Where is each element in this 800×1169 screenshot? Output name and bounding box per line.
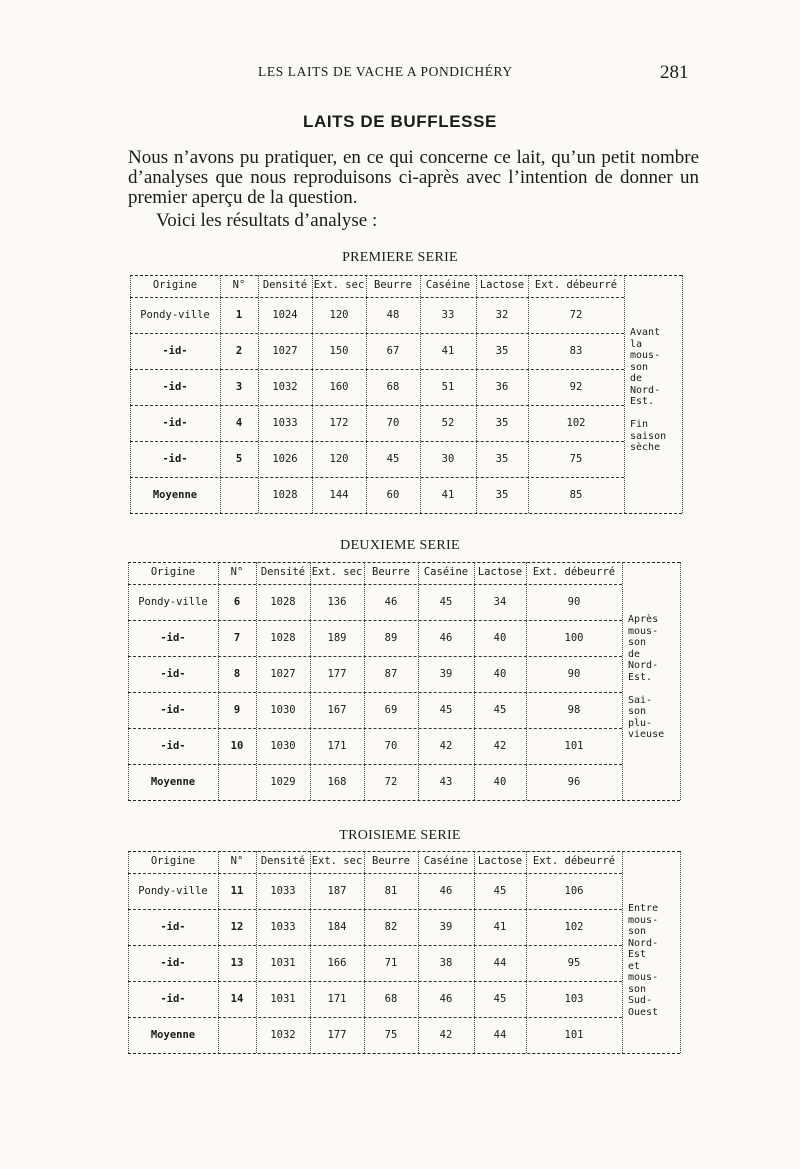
column-header: Densité xyxy=(260,855,306,867)
ext-sec-cell: 166 xyxy=(327,957,347,969)
ext-sec-cell: 171 xyxy=(327,740,347,752)
column-header: Ext. sec xyxy=(313,279,365,291)
column-header: Densité xyxy=(262,279,308,291)
densite-cell: 1032 xyxy=(270,1029,296,1041)
beurre-cell: 45 xyxy=(386,453,400,465)
beurre-cell: 70 xyxy=(384,740,398,752)
beurre-cell: 71 xyxy=(384,957,398,969)
origine-cell: -id- xyxy=(160,704,186,716)
table-rule xyxy=(128,800,680,801)
caseine-cell: 41 xyxy=(441,489,455,501)
densite-cell: 1029 xyxy=(270,776,296,788)
ext-debeurre-cell: 72 xyxy=(569,309,583,321)
column-header: Caséine xyxy=(423,566,469,578)
lactose-cell: 34 xyxy=(493,596,507,608)
series-title: TROISIEME SERIE xyxy=(339,828,461,843)
densite-cell: 1028 xyxy=(270,632,296,644)
ext-sec-cell: 167 xyxy=(327,704,347,716)
caseine-cell: 42 xyxy=(439,740,453,752)
ext-debeurre-cell: 75 xyxy=(569,453,583,465)
densite-cell: 1026 xyxy=(272,453,298,465)
origine-cell: -id- xyxy=(160,740,186,752)
column-header: Ext. débeurré xyxy=(532,855,616,867)
lactose-cell: 45 xyxy=(493,885,507,897)
ext-sec-cell: 171 xyxy=(327,993,347,1005)
table-column-rule xyxy=(474,851,475,1053)
number-cell: 5 xyxy=(235,453,243,465)
beurre-cell: 46 xyxy=(384,596,398,608)
caseine-cell: 42 xyxy=(439,1029,453,1041)
number-cell: 13 xyxy=(230,957,244,969)
number-cell: 1 xyxy=(235,309,243,321)
ext-debeurre-cell: 96 xyxy=(567,776,581,788)
table-rule xyxy=(130,369,624,370)
intro-line: Voici les résultats d’analyse : xyxy=(156,210,378,231)
lactose-cell: 45 xyxy=(493,993,507,1005)
caseine-cell: 45 xyxy=(439,596,453,608)
densite-cell: 1031 xyxy=(270,957,296,969)
table-rule xyxy=(130,275,682,276)
caseine-cell: 46 xyxy=(439,993,453,1005)
number-cell: 9 xyxy=(233,704,241,716)
caseine-cell: 39 xyxy=(439,921,453,933)
column-header: Ext. sec xyxy=(311,855,363,867)
caseine-cell: 30 xyxy=(441,453,455,465)
origine-cell: Pondy-ville xyxy=(140,309,210,321)
beurre-cell: 70 xyxy=(386,417,400,429)
column-header: Ext. sec xyxy=(311,566,363,578)
ext-sec-cell: 189 xyxy=(327,632,347,644)
table-column-rule xyxy=(364,851,365,1053)
number-cell: 6 xyxy=(233,596,241,608)
table-rule xyxy=(128,851,680,852)
column-header: N° xyxy=(232,279,246,291)
caseine-cell: 46 xyxy=(439,632,453,644)
ext-debeurre-cell: 102 xyxy=(564,921,584,933)
caseine-cell: 39 xyxy=(439,668,453,680)
ext-sec-cell: 172 xyxy=(329,417,349,429)
origine-cell: Moyenne xyxy=(150,1029,196,1041)
table-rule xyxy=(130,441,624,442)
beurre-cell: 48 xyxy=(386,309,400,321)
ext-sec-cell: 120 xyxy=(329,453,349,465)
column-header: N° xyxy=(230,566,244,578)
table-column-rule xyxy=(682,275,683,513)
ext-debeurre-cell: 101 xyxy=(564,740,584,752)
origine-cell: -id- xyxy=(162,417,188,429)
table-rule xyxy=(128,873,622,874)
lactose-cell: 35 xyxy=(495,489,509,501)
table-rule xyxy=(128,584,622,585)
origine-cell: -id- xyxy=(162,381,188,393)
table-rule xyxy=(130,333,624,334)
season-note: Avant la mous- son de Nord- Est. Fin saison sèche xyxy=(630,327,667,453)
ext-debeurre-cell: 100 xyxy=(564,632,584,644)
table-rule xyxy=(128,728,622,729)
table-rule xyxy=(128,1017,622,1018)
season-note: Après mous- son de Nord- Est. Sai- son plu- vieuse xyxy=(628,614,665,740)
densite-cell: 1030 xyxy=(270,704,296,716)
lactose-cell: 35 xyxy=(495,345,509,357)
origine-cell: Pondy-ville xyxy=(138,596,208,608)
ext-sec-cell: 120 xyxy=(329,309,349,321)
ext-debeurre-cell: 90 xyxy=(567,668,581,680)
beurre-cell: 81 xyxy=(384,885,398,897)
number-cell: 14 xyxy=(230,993,244,1005)
ext-debeurre-cell: 85 xyxy=(569,489,583,501)
caseine-cell: 51 xyxy=(441,381,455,393)
lactose-cell: 32 xyxy=(495,309,509,321)
table-rule xyxy=(128,692,622,693)
ext-debeurre-cell: 83 xyxy=(569,345,583,357)
number-cell: 12 xyxy=(230,921,244,933)
ext-sec-cell: 187 xyxy=(327,885,347,897)
table-column-rule xyxy=(526,851,527,1053)
analysis-table xyxy=(128,562,680,800)
intro-paragraph: Nous n’avons pu pratiquer, en ce qui concerne ce lait, qu’un petit nombre d’analyses que nous reproduisons ci-après avec l’intention de donner un premier aperçu de la question. xyxy=(128,147,699,208)
densite-cell: 1033 xyxy=(272,417,298,429)
series-title: DEUXIEME SERIE xyxy=(340,538,460,553)
number-cell: 3 xyxy=(235,381,243,393)
ext-debeurre-cell: 102 xyxy=(566,417,586,429)
table-column-rule xyxy=(680,851,681,1053)
column-header: Ext. débeurré xyxy=(534,279,618,291)
densite-cell: 1030 xyxy=(270,740,296,752)
beurre-cell: 72 xyxy=(384,776,398,788)
number-cell: 7 xyxy=(233,632,241,644)
column-header: Lactose xyxy=(477,566,523,578)
ext-debeurre-cell: 103 xyxy=(564,993,584,1005)
lactose-cell: 45 xyxy=(493,704,507,716)
ext-debeurre-cell: 90 xyxy=(567,596,581,608)
ext-sec-cell: 160 xyxy=(329,381,349,393)
caseine-cell: 43 xyxy=(439,776,453,788)
column-header: N° xyxy=(230,855,244,867)
origine-cell: Pondy-ville xyxy=(138,885,208,897)
ext-debeurre-cell: 98 xyxy=(567,704,581,716)
column-header: Lactose xyxy=(479,279,525,291)
origine-cell: Moyenne xyxy=(152,489,198,501)
column-header: Beurre xyxy=(372,855,410,867)
densite-cell: 1027 xyxy=(272,345,298,357)
origine-cell: -id- xyxy=(160,993,186,1005)
running-title: LES LAITS DE VACHE A PONDICHÉRY xyxy=(258,64,513,79)
lactose-cell: 44 xyxy=(493,1029,507,1041)
table-column-rule xyxy=(624,275,625,513)
ext-sec-cell: 136 xyxy=(327,596,347,608)
densite-cell: 1032 xyxy=(272,381,298,393)
beurre-cell: 69 xyxy=(384,704,398,716)
number-cell: 10 xyxy=(230,740,244,752)
caseine-cell: 52 xyxy=(441,417,455,429)
table-rule xyxy=(128,1053,680,1054)
caseine-cell: 46 xyxy=(439,885,453,897)
table-column-rule xyxy=(622,851,623,1053)
running-head xyxy=(0,62,800,86)
caseine-cell: 41 xyxy=(441,345,455,357)
analysis-table xyxy=(128,851,680,1053)
table-column-rule xyxy=(418,851,419,1053)
beurre-cell: 89 xyxy=(384,632,398,644)
lactose-cell: 35 xyxy=(495,417,509,429)
origine-cell: -id- xyxy=(160,957,186,969)
densite-cell: 1027 xyxy=(270,668,296,680)
caseine-cell: 33 xyxy=(441,309,455,321)
origine-cell: -id- xyxy=(160,668,186,680)
densite-cell: 1024 xyxy=(272,309,298,321)
origine-cell: -id- xyxy=(162,453,188,465)
column-header: Beurre xyxy=(374,279,412,291)
season-note: Entre mous- son Nord- Est et mous- son Sud- Ouest xyxy=(628,903,659,1018)
beurre-cell: 67 xyxy=(386,345,400,357)
beurre-cell: 82 xyxy=(384,921,398,933)
column-header: Caséine xyxy=(423,855,469,867)
beurre-cell: 68 xyxy=(386,381,400,393)
table-column-rule xyxy=(680,562,681,800)
table-rule xyxy=(128,562,680,563)
column-header: Origine xyxy=(152,279,198,291)
densite-cell: 1031 xyxy=(270,993,296,1005)
origine-cell: Moyenne xyxy=(150,776,196,788)
ext-sec-cell: 144 xyxy=(329,489,349,501)
caseine-cell: 45 xyxy=(439,704,453,716)
origine-cell: -id- xyxy=(162,345,188,357)
series-title: PREMIERE SERIE xyxy=(342,250,458,265)
densite-cell: 1028 xyxy=(270,596,296,608)
column-header: Beurre xyxy=(372,566,410,578)
table-rule xyxy=(130,297,624,298)
beurre-cell: 60 xyxy=(386,489,400,501)
ext-sec-cell: 150 xyxy=(329,345,349,357)
table-rule xyxy=(128,764,622,765)
table-column-rule xyxy=(622,562,623,800)
column-header: Ext. débeurré xyxy=(532,566,616,578)
number-cell: 8 xyxy=(233,668,241,680)
ext-debeurre-cell: 106 xyxy=(564,885,584,897)
lactose-cell: 41 xyxy=(493,921,507,933)
lactose-cell: 44 xyxy=(493,957,507,969)
densite-cell: 1033 xyxy=(270,885,296,897)
ext-sec-cell: 168 xyxy=(327,776,347,788)
lactose-cell: 42 xyxy=(493,740,507,752)
table-rule xyxy=(130,513,682,514)
page-number: 281 xyxy=(660,62,689,83)
table-rule xyxy=(130,477,624,478)
lactose-cell: 40 xyxy=(493,632,507,644)
table-rule xyxy=(128,981,622,982)
densite-cell: 1028 xyxy=(272,489,298,501)
lactose-cell: 40 xyxy=(493,668,507,680)
table-column-rule xyxy=(310,851,311,1053)
lactose-cell: 36 xyxy=(495,381,509,393)
analysis-table xyxy=(130,275,680,513)
table-column-rule xyxy=(128,851,129,1053)
table-rule xyxy=(128,909,622,910)
caseine-cell: 38 xyxy=(439,957,453,969)
number-cell: 4 xyxy=(235,417,243,429)
ext-sec-cell: 177 xyxy=(327,668,347,680)
table-rule xyxy=(130,405,624,406)
column-header: Densité xyxy=(260,566,306,578)
ext-debeurre-cell: 101 xyxy=(564,1029,584,1041)
table-rule xyxy=(128,945,622,946)
table-column-rule xyxy=(256,851,257,1053)
ext-sec-cell: 184 xyxy=(327,921,347,933)
origine-cell: -id- xyxy=(160,632,186,644)
origine-cell: -id- xyxy=(160,921,186,933)
column-header: Lactose xyxy=(477,855,523,867)
table-column-rule xyxy=(218,851,219,1053)
section-title: LAITS DE BUFFLESSE xyxy=(302,112,498,131)
table-rule xyxy=(128,656,622,657)
column-header: Origine xyxy=(150,855,196,867)
lactose-cell: 40 xyxy=(493,776,507,788)
number-cell: 11 xyxy=(230,885,244,897)
table-rule xyxy=(128,620,622,621)
number-cell: 2 xyxy=(235,345,243,357)
lactose-cell: 35 xyxy=(495,453,509,465)
column-header: Origine xyxy=(150,566,196,578)
beurre-cell: 75 xyxy=(384,1029,398,1041)
densite-cell: 1033 xyxy=(270,921,296,933)
beurre-cell: 87 xyxy=(384,668,398,680)
ext-debeurre-cell: 95 xyxy=(567,957,581,969)
ext-sec-cell: 177 xyxy=(327,1029,347,1041)
ext-debeurre-cell: 92 xyxy=(569,381,583,393)
column-header: Caséine xyxy=(425,279,471,291)
beurre-cell: 68 xyxy=(384,993,398,1005)
